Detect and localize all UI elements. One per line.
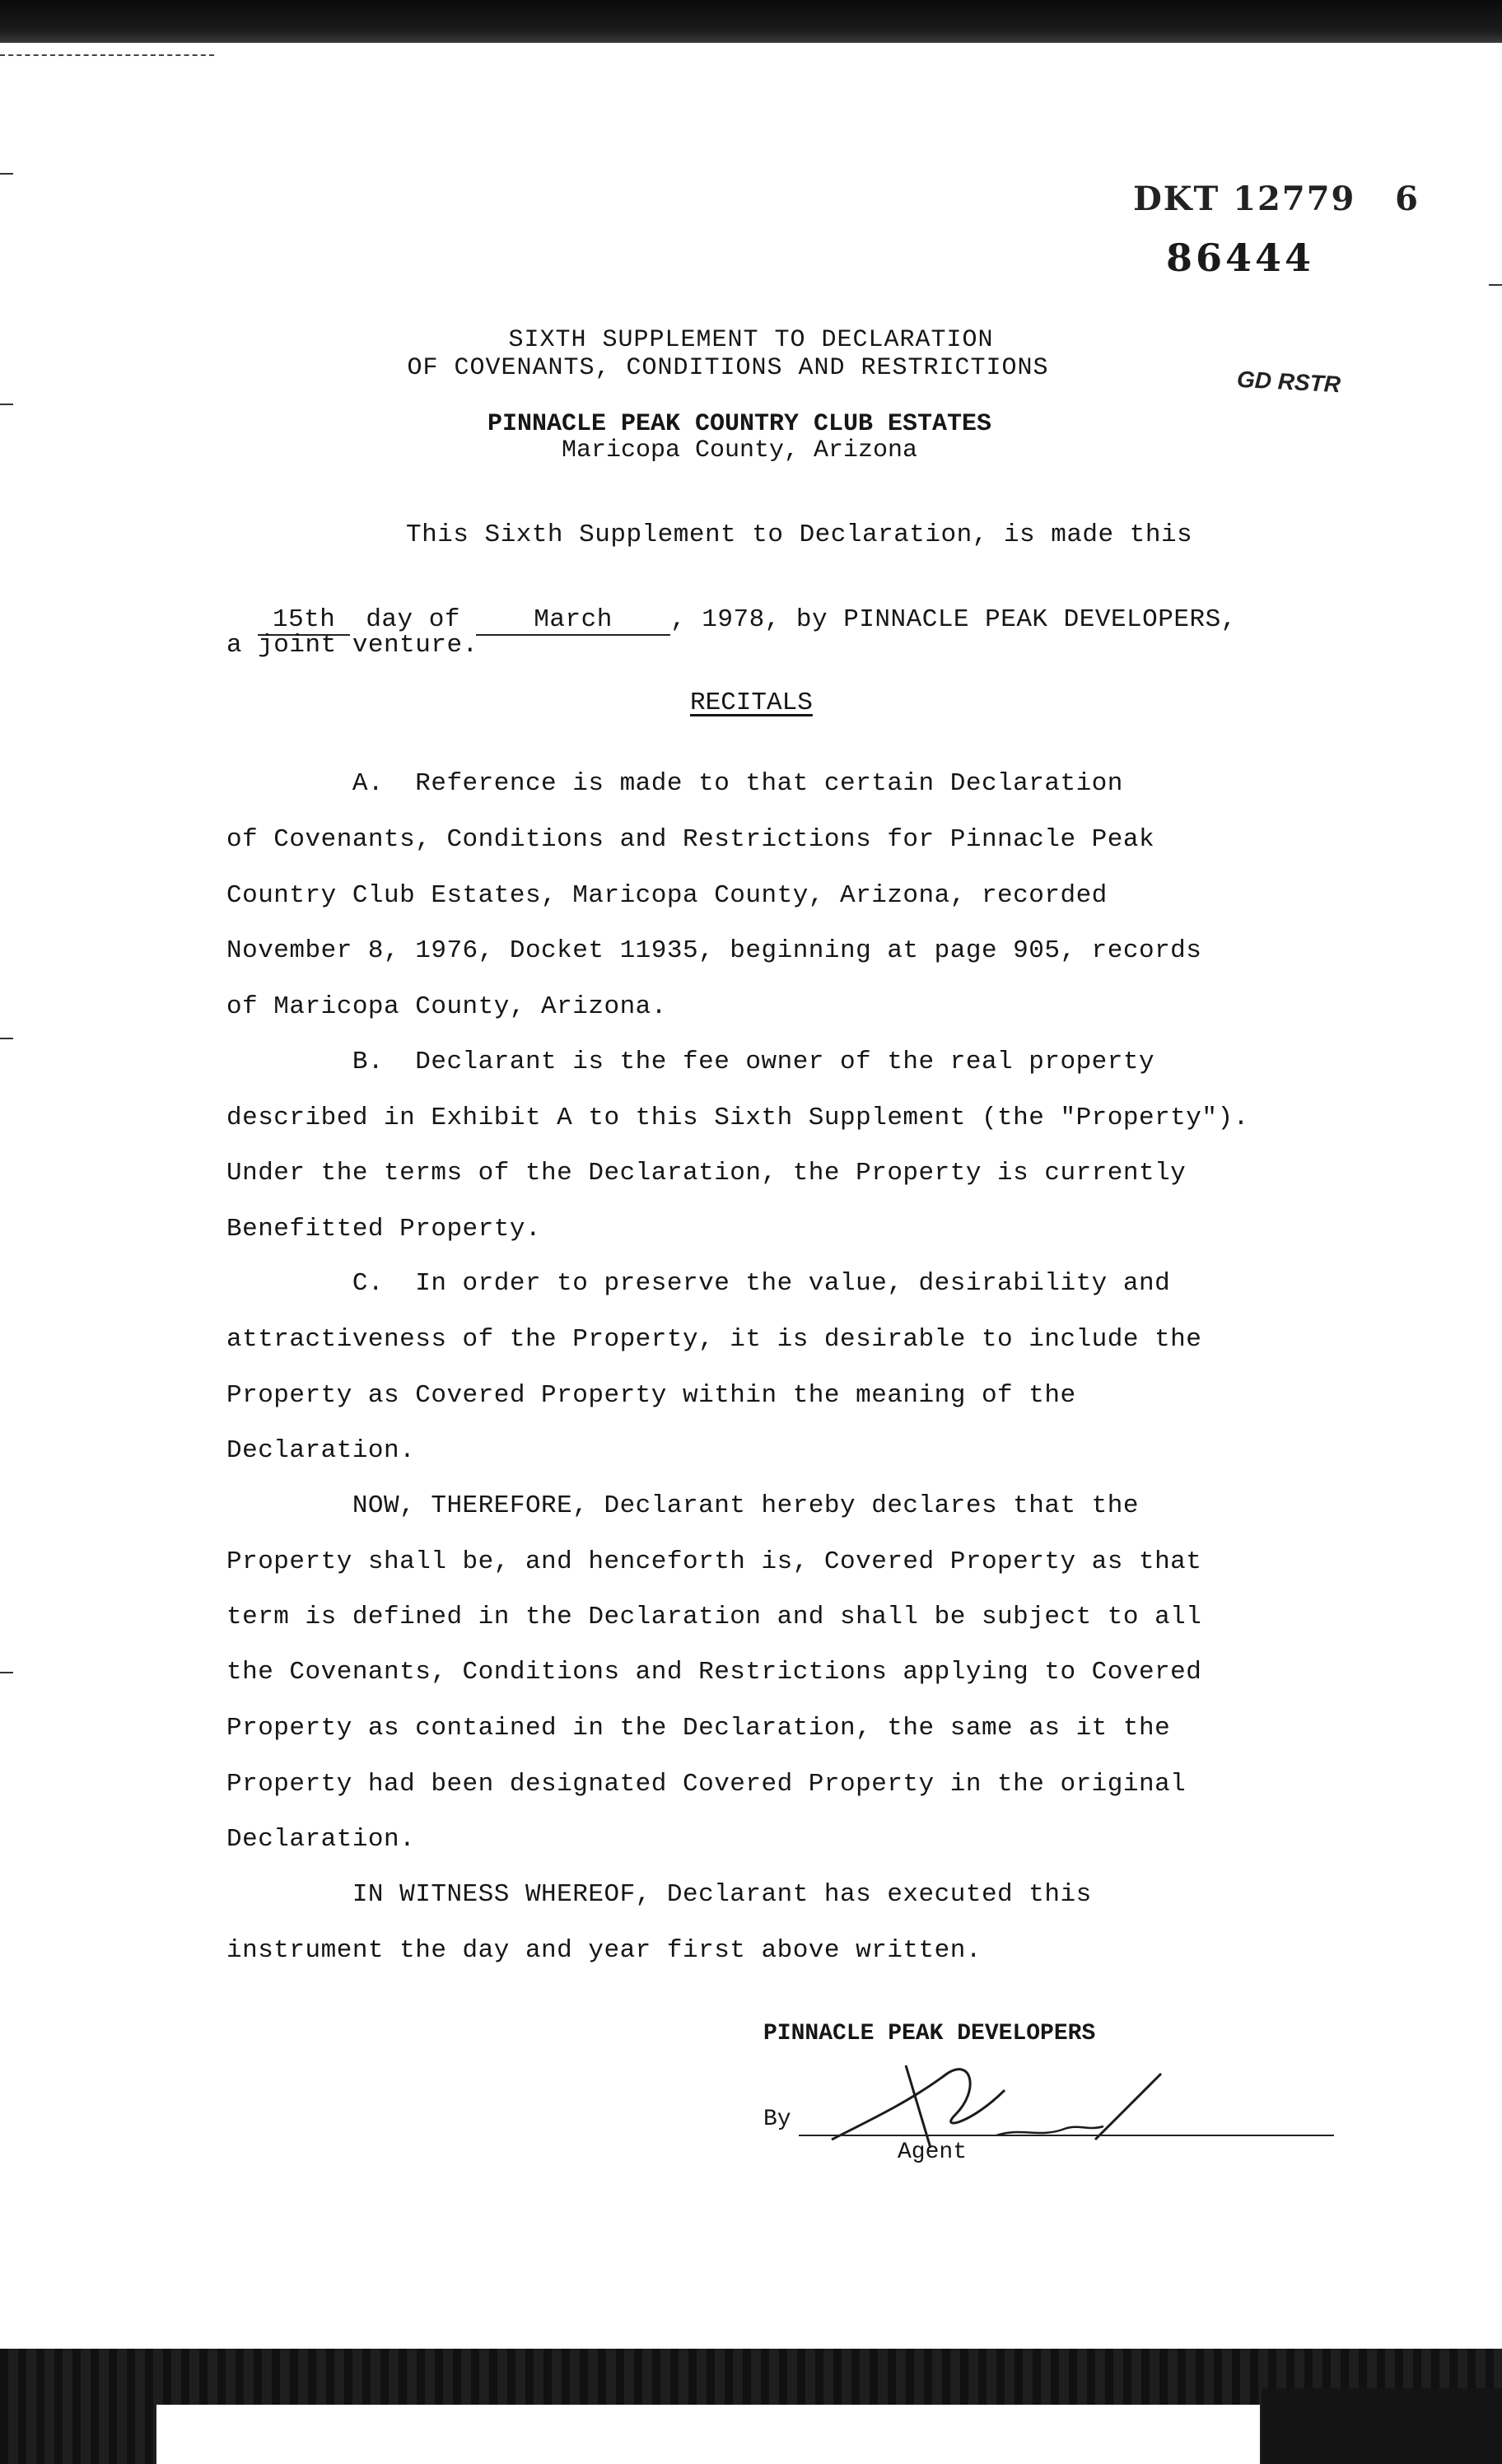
- body-line: Benefitted Property.: [226, 1215, 542, 1244]
- body-line: Property as contained in the Declaration, the same as it the: [226, 1714, 1171, 1743]
- body-line: instrument the day and year first above written.: [226, 1936, 982, 1965]
- body-line: NOW, THEREFORE, Declarant hereby declares that the: [226, 1491, 1139, 1520]
- body-line: A. Reference is made to that certain Declaration: [226, 769, 1123, 798]
- record-number-stamp: 86444: [1165, 236, 1314, 280]
- scan-edge-mark: [0, 404, 13, 405]
- body-line: of Covenants, Conditions and Restrictions for Pinnacle Peak: [226, 825, 1155, 854]
- body-line: Property had been designated Covered Property in the original: [226, 1770, 1187, 1799]
- body-line: of Maricopa County, Arizona.: [226, 992, 667, 1021]
- recitals-heading: RECITALS: [690, 688, 813, 717]
- signatory-role: Agent: [898, 2140, 968, 2165]
- body-line: Under the terms of the Declaration, the Property is currently: [226, 1159, 1187, 1188]
- signatory-company: PINNACLE PEAK DEVELOPERS: [763, 2021, 1096, 2046]
- body-line: Declaration.: [226, 1825, 416, 1854]
- page-mark: 6: [1395, 180, 1420, 218]
- document-title: SIXTH SUPPLEMENT TO DECLARATION: [508, 326, 994, 354]
- intro-line2-rest: , 1978, by PINNACLE PEAK DEVELOPERS,: [670, 605, 1237, 634]
- scan-edge-mark: [0, 173, 13, 175]
- scan-top-border: [0, 0, 1502, 43]
- body-line: term is defined in the Declaration and shall be subject to all: [226, 1603, 1202, 1631]
- by-label: By: [763, 2107, 791, 2132]
- body-line: B. Declarant is the fee owner of the real property: [226, 1048, 1155, 1076]
- scan-edge-mark: [1489, 284, 1502, 286]
- intro-line3: a joint venture.: [226, 631, 478, 660]
- body-line: C. In order to preserve the value, desirability and: [226, 1269, 1171, 1298]
- scan-bottom-corner: [1262, 2388, 1502, 2464]
- body-line: Country Club Estates, Maricopa County, Arizona, recorded: [226, 881, 1108, 910]
- project-location: Maricopa County, Arizona: [561, 436, 918, 464]
- intro-line2: [226, 576, 1237, 636]
- body-line: November 8, 1976, Docket 11935, beginning at page 905, records: [226, 936, 1202, 965]
- body-line: IN WITNESS WHEREOF, Declarant has executed this: [226, 1880, 1092, 1909]
- signature-line: [799, 2135, 1334, 2136]
- month-field: March: [476, 605, 670, 636]
- body-line: Property shall be, and henceforth is, Covered Property as that: [226, 1547, 1202, 1576]
- day-field: 15th: [258, 605, 350, 636]
- body-line: Declaration.: [226, 1436, 416, 1465]
- scan-margin-line: [0, 54, 214, 56]
- docket-stamp: DKT 12779 6: [1133, 180, 1420, 218]
- intro-line1: This Sixth Supplement to Declaration, is made this: [406, 520, 1193, 549]
- body-line: the Covenants, Conditions and Restrictions applying to Covered: [226, 1658, 1202, 1687]
- body-line: attractiveness of the Property, it is desirable to include the: [226, 1325, 1202, 1354]
- day-of-text: day of: [366, 605, 460, 634]
- project-name: PINNACLE PEAK COUNTRY CLUB ESTATES: [487, 410, 992, 438]
- scan-edge-mark: [0, 1672, 13, 1673]
- body-line: described in Exhibit A to this Sixth Supplement (the "Property").: [226, 1104, 1249, 1132]
- scan-edge-mark: [0, 1038, 13, 1039]
- recorded-label-stamp: GD RSTR: [1236, 366, 1341, 398]
- handwritten-signature: [815, 2041, 1178, 2164]
- document-title-line2: OF COVENANTS, CONDITIONS AND RESTRICTIONS: [407, 354, 1049, 382]
- scan-bottom-paper-strip: [156, 2405, 1260, 2464]
- body-line: Property as Covered Property within the meaning of the: [226, 1381, 1076, 1410]
